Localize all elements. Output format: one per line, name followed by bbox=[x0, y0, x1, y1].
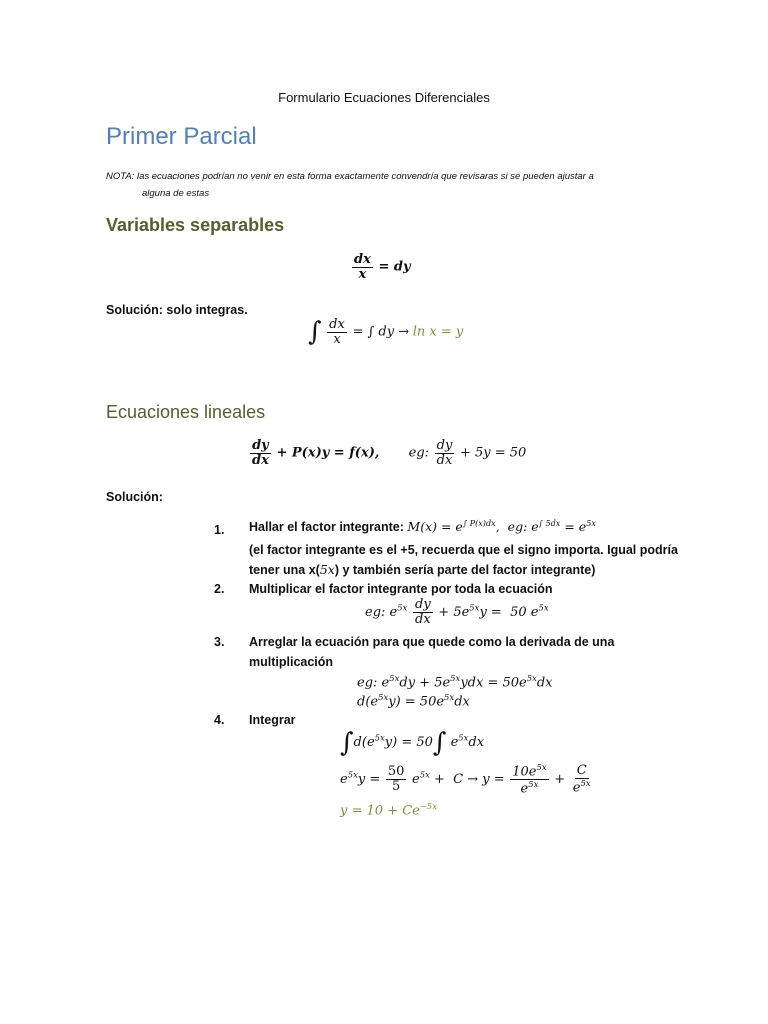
equation-separable bbox=[350, 253, 411, 281]
lin-numerator: dy bbox=[252, 438, 269, 453]
eq-rhs: = dy bbox=[378, 259, 411, 275]
step-4-text: Integrar bbox=[249, 713, 296, 727]
step-1-label: Hallar el factor integrante: bbox=[249, 520, 404, 535]
note-line-2: alguna de estas bbox=[142, 188, 210, 199]
note-line-1: NOTA: las ecuaciones podrían no venir en esta forma exactamente convendría que revisaras si se pueden ajustar a bbox=[106, 171, 594, 182]
step-1-formula: $M(x) = e^{\int P(x)dx}$, eg: $e^{\int 5dx} = e^{5x}$ bbox=[407, 518, 596, 535]
step-3-equation-b: $d(e^{5x}y) = 50e^{5x}dx$ bbox=[357, 692, 470, 710]
step-4-integral: $\int d(e^{5x}y) = 50\int$ $e^{5x}dx$ bbox=[340, 728, 485, 758]
integral-icon: ∫ bbox=[340, 728, 354, 758]
step-3-text: Arreglar la ecuación para que quede como la derivada de una bbox=[249, 635, 615, 649]
step-3-line-2: multiplicación bbox=[249, 655, 334, 669]
eq-denominator: x bbox=[358, 266, 367, 282]
sol-numerator: dx bbox=[329, 317, 345, 332]
step-1-line-2: (el factor integrante es el +5, recuerda que el signo importa. Igual podría bbox=[249, 543, 678, 557]
step-2-text: Multiplicar el factor integrante por toda la ecuación bbox=[249, 582, 553, 596]
step-2-number: 2. bbox=[214, 582, 225, 596]
lin-denominator: dx bbox=[252, 452, 269, 468]
lin-eg-rest: + 5y = 50 bbox=[459, 445, 527, 461]
sol-denominator: x bbox=[333, 331, 341, 347]
step-1-line-3b: 5x bbox=[319, 562, 335, 577]
step-4-result: $e^{5x}y$ = $\frac{50}{5}$ $e^{5x} + C \to y$ = $\frac{10e^{5x}}{e^{5x}}$ + $\frac{C}{e^{5x}}$ bbox=[340, 762, 591, 797]
final-solution: $y = 10 + Ce^{-5x}$ bbox=[340, 801, 438, 819]
sol-result: ln x = y bbox=[412, 324, 464, 340]
solution-label-2: Solución: bbox=[106, 490, 163, 504]
document-title: Formulario Ecuaciones Diferenciales bbox=[278, 90, 490, 105]
solution-label-1: Solución: solo integras. bbox=[106, 303, 248, 317]
heading-ecuaciones-lineales: Ecuaciones lineales bbox=[106, 402, 266, 422]
equation-linear bbox=[248, 439, 526, 467]
lin-rest: + P(x)y = f(x), bbox=[276, 445, 380, 461]
step-4-number: 4. bbox=[214, 713, 225, 727]
step-2-equation: eg: $e^{5x}$ $\frac{dy}{dx}$ + $5e^{5x}y = 50$ $e^{5x}$ bbox=[365, 597, 549, 627]
lin-eg-label: eg: bbox=[408, 445, 430, 461]
lin-eg-numerator: dy bbox=[436, 438, 453, 453]
eq-numerator: dx bbox=[354, 252, 371, 267]
final-solution-text: y = 10 + Ce bbox=[340, 803, 420, 819]
step-1-number: 1. bbox=[214, 523, 225, 537]
equation-integral-solution bbox=[308, 318, 463, 346]
integral-icon: ∫ bbox=[432, 728, 447, 758]
step-3-number: 3. bbox=[214, 635, 225, 649]
step-1-line-3 bbox=[249, 562, 595, 577]
integral-icon: ∫ bbox=[308, 317, 322, 348]
step-3-equation-a: eg: $e^{5x}dy + 5e^{5x}ydx = 50e^{5x}dx$ bbox=[357, 673, 553, 691]
sol-middle: = ∫ dy → bbox=[352, 324, 410, 340]
step-1-line-3c: ) y también sería parte del factor integrante) bbox=[334, 563, 596, 577]
step-1-text bbox=[249, 518, 596, 534]
lin-eg-denominator: dx bbox=[436, 452, 453, 468]
heading-primer-parcial: Primer Parcial bbox=[106, 123, 257, 150]
step-1-line-3a: tener una x( bbox=[249, 563, 320, 577]
heading-variables-separables: Variables separables bbox=[106, 215, 285, 235]
